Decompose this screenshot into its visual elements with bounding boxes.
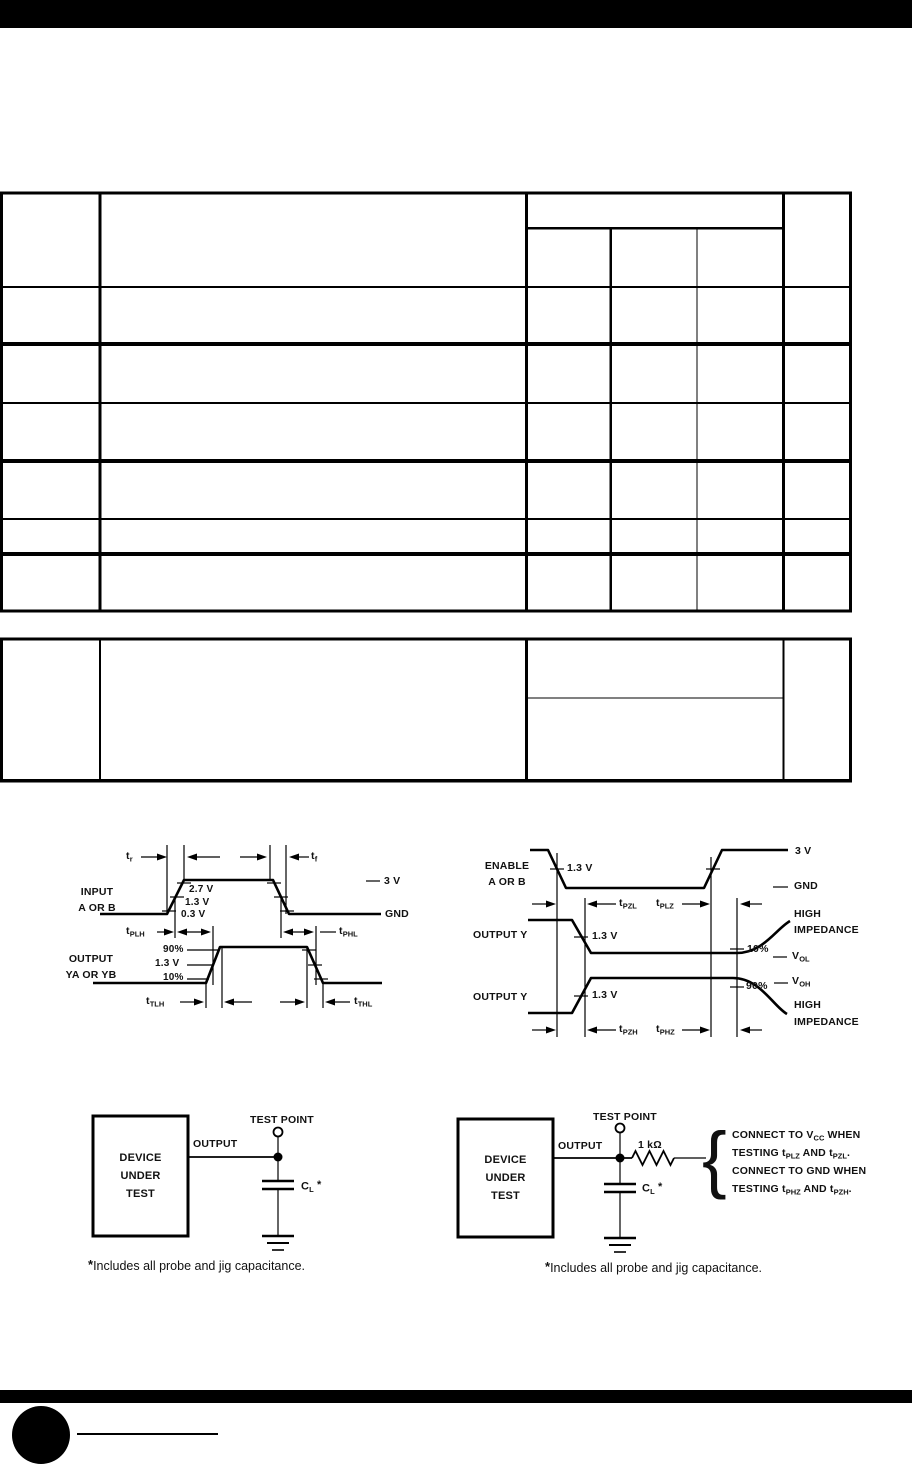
v13-out2-label: 1.3 V xyxy=(592,989,618,1001)
ttlh-label: $t_{TLH}$ xyxy=(146,995,165,1009)
v27-label: 2.7 V xyxy=(189,884,214,895)
footer-rule xyxy=(77,1433,218,1435)
tpzl-tplz-arrows xyxy=(532,901,762,908)
ground-symbol xyxy=(262,1236,294,1250)
high1-label: HIGH xyxy=(794,908,822,920)
v03-label: 0.3 V xyxy=(181,909,206,920)
tphz-label: $t_{PHZ}$ xyxy=(656,1023,675,1037)
tphl-label: $t_{PHL}$ xyxy=(339,925,358,939)
output-y-low-waveform xyxy=(528,920,737,953)
enable-disable-waveform-figure xyxy=(470,840,912,1045)
resistor-value-label: 1 kΩ xyxy=(638,1139,662,1151)
timing-tick-lines xyxy=(557,853,737,1037)
test-point-label: TEST POINT xyxy=(250,1114,314,1126)
switching-characteristics-table-grid xyxy=(0,185,860,620)
p10-label: 10% xyxy=(163,972,184,983)
logo-circle xyxy=(12,1406,70,1464)
bottom-black-bar xyxy=(0,1390,912,1403)
output-wire-label-right: OUTPUT xyxy=(558,1140,603,1152)
v13-input-label: 1.3 V xyxy=(185,897,210,908)
voh-label: $V_{OH}$ xyxy=(792,975,811,989)
tpzh-tphz-arrows xyxy=(532,1027,762,1034)
output-y1-label: OUTPUT Y xyxy=(473,929,528,941)
table2-vertical-lines xyxy=(2,638,851,782)
p10-hiz-label: 10% xyxy=(747,943,769,955)
capacitor-plates xyxy=(604,1184,636,1192)
tr-tf-arrows xyxy=(141,854,309,861)
tf-label: $t_f$ xyxy=(311,850,318,864)
connect-note-line4: TESTING $t_{PHZ}$ AND $t_{PZH}$. xyxy=(732,1183,852,1197)
cl-label: $C_L$ * xyxy=(301,1179,322,1194)
tpzh-label: $t_{PZH}$ xyxy=(619,1023,638,1037)
connect-note-line1: CONNECT TO $V_{CC}$ WHEN xyxy=(732,1129,861,1143)
p90-hiz-label: 90% xyxy=(746,980,768,992)
cl-label-right: $C_L$ * xyxy=(642,1181,663,1196)
connect-note-line2: TESTING $t_{PLZ}$ AND $t_{PZL}$. xyxy=(732,1147,851,1161)
output-y2-label: OUTPUT Y xyxy=(473,991,528,1003)
gnd-label: GND xyxy=(385,908,409,920)
input-waveform xyxy=(100,880,381,914)
dut-label-right: DEVICE UNDER TEST xyxy=(484,1154,527,1202)
junction-dot xyxy=(616,1154,625,1163)
p90-label: 90% xyxy=(163,944,184,955)
v13-out1-label: 1.3 V xyxy=(592,930,618,942)
brace-icon: { xyxy=(702,1117,727,1200)
test-point-terminal xyxy=(616,1124,625,1133)
tpzl-label: $t_{PZL}$ xyxy=(619,897,637,911)
table2-horizontal-lines xyxy=(0,639,852,781)
output-y-high-waveform xyxy=(528,978,733,1013)
test-point-label-right: TEST POINT xyxy=(593,1111,657,1123)
vol-label: $V_{OL}$ xyxy=(792,950,810,964)
prop-delay-waveform-figure xyxy=(60,840,430,1015)
test-point-terminal xyxy=(274,1128,283,1137)
impedance2-label: IMPEDANCE xyxy=(794,1016,859,1028)
output-waveform xyxy=(93,947,382,983)
connect-note-line3: CONNECT TO GND WHEN xyxy=(732,1165,867,1177)
tr-label: $t_r$ xyxy=(126,850,133,864)
operating-characteristics-table-grid xyxy=(0,634,860,786)
threev-label: 3 V xyxy=(384,875,401,887)
impedance1-label: IMPEDANCE xyxy=(794,924,859,936)
top-black-bar xyxy=(0,0,912,28)
dut-label: DEVICE UNDER TEST xyxy=(119,1152,162,1200)
right-footnote: *Includes all probe and jig capacitance. xyxy=(545,1259,763,1275)
resistor-zigzag xyxy=(632,1151,674,1165)
table1-horizontal-lines xyxy=(0,193,852,611)
tplh-tphl-arrows xyxy=(157,929,336,936)
ground-symbol xyxy=(604,1238,636,1252)
output-signal-label: OUTPUT YA OR YB xyxy=(65,953,117,981)
output-wire-label: OUTPUT xyxy=(193,1138,238,1150)
tplz-label: $t_{PLZ}$ xyxy=(656,897,674,911)
input-signal-label: INPUT A OR B xyxy=(78,886,116,914)
left-footnote: *Includes all probe and jig capacitance. xyxy=(88,1257,306,1273)
capacitor-plates xyxy=(262,1181,294,1189)
v13-output-label: 1.3 V xyxy=(155,958,180,969)
high2-label: HIGH xyxy=(794,999,822,1011)
enable-signal-label: ENABLE A OR B xyxy=(484,860,530,888)
tthl-label: $t_{THL}$ xyxy=(354,995,373,1009)
gnd-label-right: GND xyxy=(794,880,818,892)
v13-enable-label: 1.3 V xyxy=(567,862,593,874)
threev-label-right: 3 V xyxy=(795,845,812,857)
tplh-label: $t_{PLH}$ xyxy=(126,925,145,939)
